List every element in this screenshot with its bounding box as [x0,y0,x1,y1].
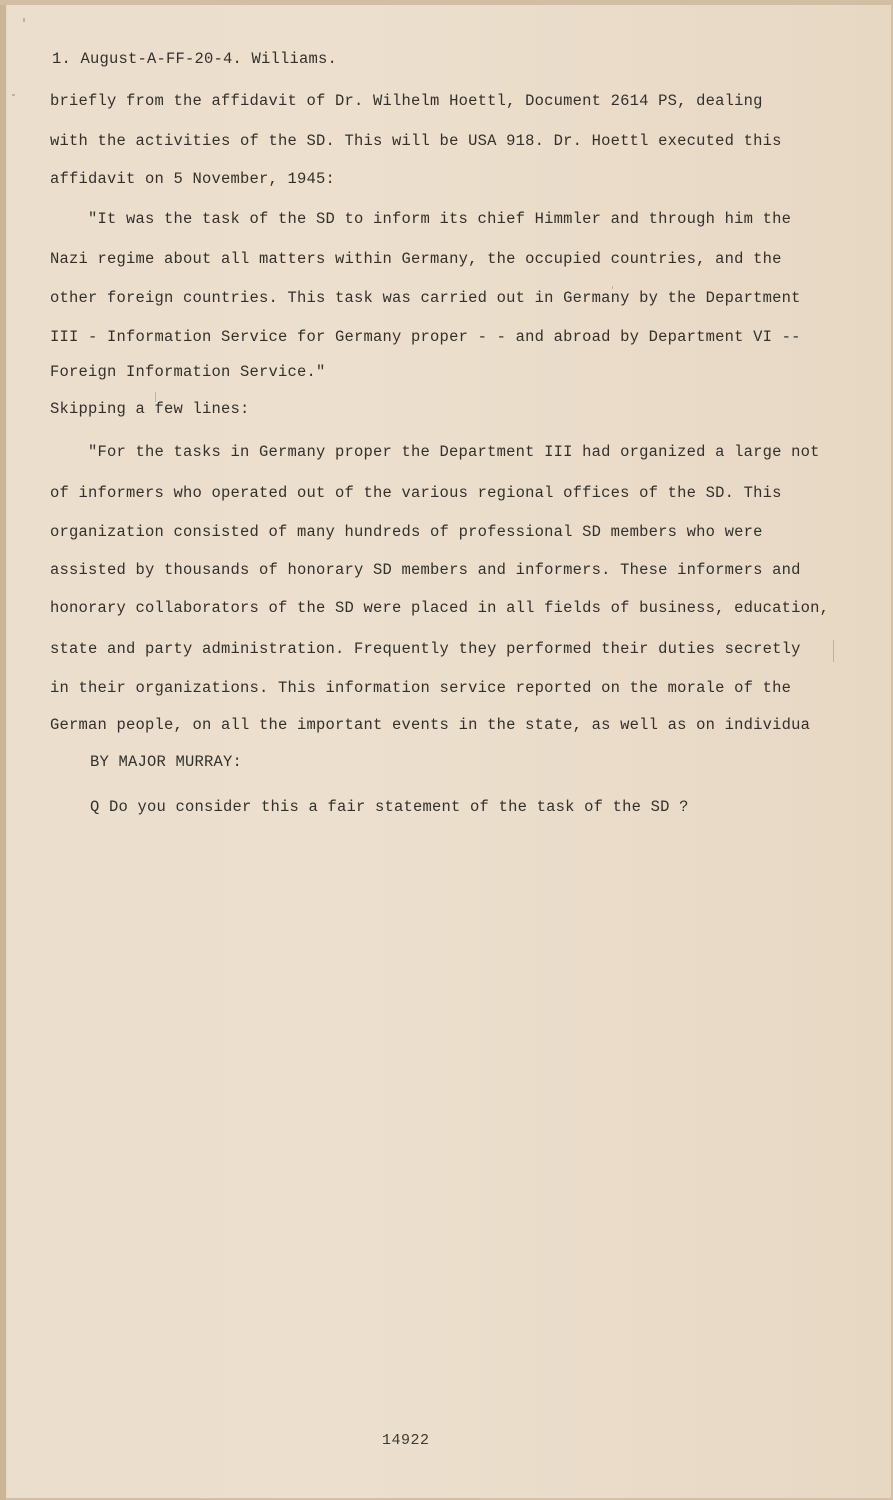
quote-line: Nazi regime about all matters within Germany, the occupied countries, and the [50,250,782,268]
document-header: 1. August-A-FF-20-4. Williams. [52,50,338,68]
page-top-edge [0,0,893,5]
quote-line: honorary collaborators of the SD were placed in all fields of business, education, [50,599,830,617]
quote-line: organization consisted of many hundreds of professional SD members who were [50,523,763,541]
quote-line: assisted by thousands of honorary SD members and informers. These informers and [50,561,801,579]
quote-line: III - Information Service for Germany proper - - and abroad by Department VI -- [50,328,801,346]
quote-line: Foreign Information Service." [50,363,326,381]
quote-line: German people, on all the important events in the state, as well as on individua [50,716,811,734]
quote-line: "It was the task of the SD to inform its chief Himmler and through him the [88,210,792,228]
page-number: 14922 [382,1432,430,1449]
text-line: affidavit on 5 November, 1945: [50,170,336,188]
quote-line: in their organizations. This information service reported on the morale of the [50,679,792,697]
page-left-edge [0,0,6,1500]
text-line: Skipping a few lines: [50,400,250,418]
paper-mark [833,640,834,662]
speaker-line: BY MAJOR MURRAY: [90,753,243,771]
quote-line: other foreign countries. This task was carried out in Germany by the Department [50,289,801,307]
text-line: briefly from the affidavit of Dr. Wilhelm Hoettl, Document 2614 PS, dealing [50,92,763,110]
paper-mark [12,94,15,96]
paper-mark [23,18,25,22]
text-line: with the activities of the SD. This will be USA 918. Dr. Hoettl executed this [50,132,782,150]
quote-line: "For the tasks in Germany proper the Department III had organized a large not [88,443,820,461]
question-line: Q Do you consider this a fair statement of the task of the SD ? [90,798,689,816]
quote-line: of informers who operated out of the various regional offices of the SD. This [50,484,782,502]
quote-line: state and party administration. Frequently they performed their duties secretly [50,640,801,658]
